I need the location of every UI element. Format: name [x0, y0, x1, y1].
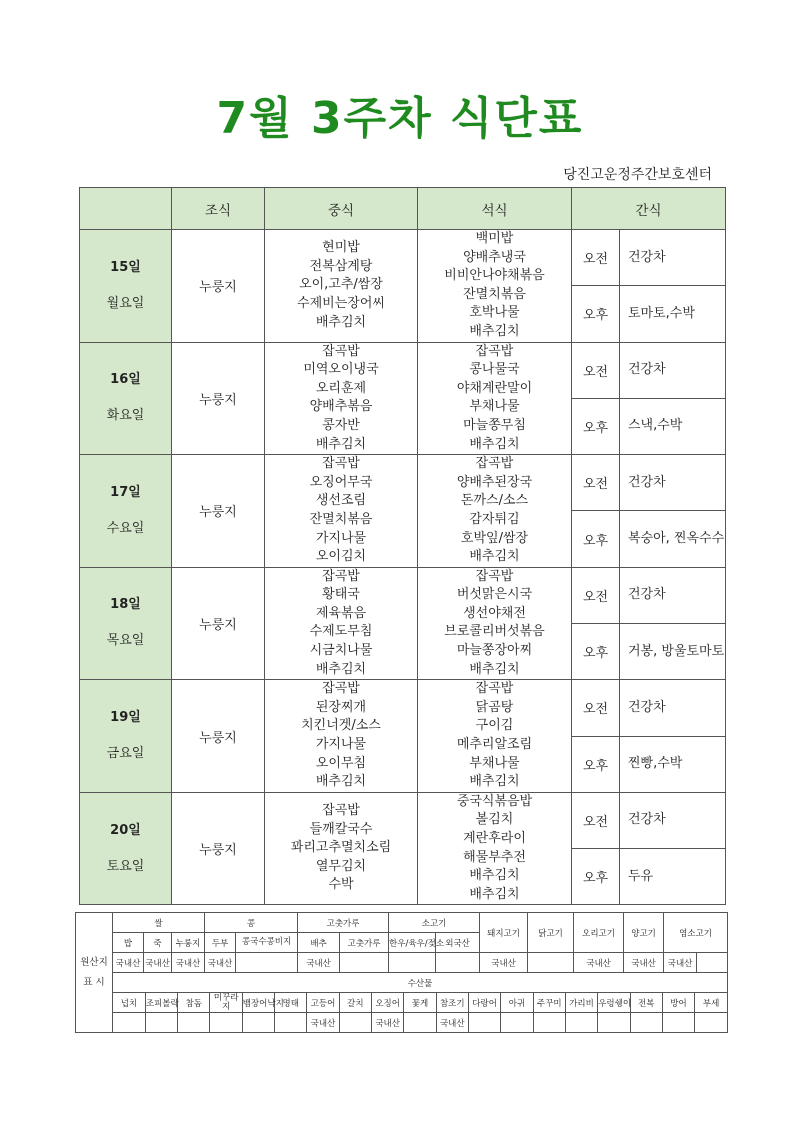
dinner-item: 중국식볶음밥 [456, 793, 533, 809]
snack-pm-label: 오후 [572, 623, 620, 679]
snack-pm-label: 오후 [572, 398, 620, 454]
snack-am-item: 건강차 [620, 230, 726, 286]
day-weekday: 목요일 [106, 633, 145, 649]
lunch-item: 잡곡밥 [322, 343, 360, 359]
snack-am-label: 오전 [572, 230, 620, 286]
day-row [80, 792, 726, 848]
seafood-value [178, 1013, 210, 1032]
day-weekday: 토요일 [106, 858, 145, 874]
lunch-item: 배추김치 [315, 314, 367, 330]
snack-pm-item: 복숭아, 찐옥수수 [620, 511, 726, 567]
origin-value: 국내산 [624, 953, 664, 973]
origin-value: 국내산 [205, 953, 236, 973]
dinner-item: 비비안나야채볶음 [444, 268, 545, 284]
snack-pm-label: 오후 [572, 736, 620, 792]
dinner-item: 생선야채전 [463, 605, 526, 621]
lunch-cell [265, 342, 418, 455]
dinner-item: 잡곡밥 [475, 456, 514, 472]
dinner-cell [418, 792, 572, 905]
header-row [80, 188, 726, 230]
origin-group-beef: 소고기 [389, 913, 480, 933]
seafood-item: 주꾸미 [533, 993, 565, 1012]
day-cell [80, 792, 172, 905]
lunch-item: 잡곡밥 [322, 568, 360, 584]
origin-table [75, 912, 728, 1033]
lunch-item: 미역오이냉국 [303, 362, 379, 378]
seafood-value [275, 1013, 307, 1032]
seafood-value-container [113, 1013, 728, 1033]
origin-group-seafood: 수산물 [113, 973, 728, 993]
lunch-item: 생선조림 [315, 493, 367, 509]
dinner-item: 잡곡밥 [475, 343, 514, 359]
day-date: 15일 [110, 259, 141, 275]
meal-table [79, 187, 726, 905]
origin-value: 국내산 [574, 953, 624, 973]
seafood-item: 명태 [275, 993, 307, 1012]
dinner-item: 잡곡밥 [475, 568, 514, 584]
corner-cell [80, 188, 172, 230]
lunch-item: 제육볶음 [315, 605, 367, 621]
origin-value [340, 953, 389, 973]
dinner-item: 돈까스/소스 [460, 493, 529, 509]
origin-subheader: 한우/육우/젖소 [389, 933, 436, 953]
lunch-item: 오이,고추/쌈장 [299, 277, 383, 293]
seafood-value [404, 1013, 436, 1032]
dinner-item: 호박잎/쌈장 [460, 530, 529, 546]
day-row [80, 567, 726, 623]
dinner-item: 마늘쫑무침 [463, 417, 526, 433]
origin-subheader: 고춧가루 [340, 933, 389, 953]
dinner-cell [418, 342, 572, 455]
center-name: 당진고운정주간보호센터 [563, 167, 712, 183]
origin-subheader: 두부 [205, 933, 236, 953]
header-breakfast: 조식 [172, 188, 265, 230]
origin-group-duck: 오리고기 [574, 913, 624, 953]
seafood-item: 넙치 [113, 993, 145, 1012]
lunch-item: 배추김치 [315, 774, 367, 790]
dinner-item: 배추김치 [469, 886, 520, 902]
day-cell [80, 680, 172, 793]
dinner-item: 배추김치 [469, 774, 520, 790]
seafood-item: 조피볼락 [145, 993, 177, 1012]
day-date: 18일 [110, 597, 141, 613]
dinner-item: 잡곡밥 [475, 681, 514, 697]
lunch-cell [265, 792, 418, 905]
seafood-item: 부세 [702, 998, 720, 1009]
origin-group-pork: 돼지고기 [480, 913, 528, 953]
snack-pm-item: 거봉, 방울토마토 [620, 623, 726, 679]
seafood-item: 참조기 [436, 993, 468, 1012]
lunch-item: 치킨너겟/소스 [301, 718, 381, 734]
seafood-value [242, 1013, 274, 1032]
seafood-value [113, 1013, 145, 1032]
seafood-item: 오징어 [372, 993, 404, 1012]
origin-subheader: 밥 [113, 933, 144, 953]
lunch-item: 수제비는장어씨 [297, 296, 385, 312]
dinner-cell [418, 680, 572, 793]
day-cell [80, 230, 172, 343]
lunch-item: 들깨칼국수 [309, 821, 373, 837]
day-date: 19일 [110, 710, 141, 726]
lunch-item: 배추김치 [315, 436, 367, 452]
seafood-item: 아귀 [501, 993, 533, 1012]
dinner-item: 브로콜리버섯볶음 [444, 624, 545, 640]
day-weekday: 월요일 [106, 295, 145, 311]
day-cell [80, 567, 172, 680]
snack-am-item: 건강차 [620, 455, 726, 511]
seafood-value: 국내산 [307, 1013, 339, 1032]
origin-side-label: 원산지 표 시 [76, 913, 113, 1033]
snack-am-label: 오전 [572, 567, 620, 623]
origin-group-lamb: 양고기 [624, 913, 664, 953]
breakfast-cell: 누룽지 [172, 567, 265, 680]
origin-subheader: 누룽지 [172, 933, 205, 953]
lunch-item: 잡곡밥 [322, 681, 360, 697]
lunch-cell [265, 680, 418, 793]
breakfast-cell: 누룽지 [172, 792, 265, 905]
day-date: 17일 [110, 484, 141, 500]
lunch-item: 잡곡밥 [322, 803, 360, 819]
seafood-item: 고등어 [307, 993, 339, 1012]
origin-value [697, 953, 728, 973]
dinner-cell [418, 567, 572, 680]
origin-group-chicken: 닭고기 [528, 913, 574, 953]
lunch-item: 배추김치 [315, 661, 367, 677]
dinner-item: 구이김 [475, 718, 514, 734]
origin-value [436, 953, 480, 973]
snack-am-label: 오전 [572, 680, 620, 736]
day-row [80, 680, 726, 736]
origin-subheader: 콩국수콩비지 [236, 933, 298, 953]
dinner-item: 계란후라이 [463, 831, 526, 846]
snack-am-item: 건강차 [620, 567, 726, 623]
origin-group-chili: 고춧가루 [298, 913, 389, 933]
dinner-item: 백미밥 [475, 231, 514, 246]
breakfast-cell: 누룽지 [172, 230, 265, 343]
origin-value: 국내산 [664, 953, 697, 973]
lunch-cell [265, 230, 418, 343]
page-title: 7월 3주차 식단표 [216, 93, 584, 144]
lunch-item: 가지나물 [315, 530, 367, 546]
lunch-item: 오징어무국 [309, 474, 373, 490]
seafood-item: 가리비 [565, 993, 597, 1012]
dinner-item: 마늘쫑장아찌 [456, 643, 533, 659]
seafood-value [339, 1013, 371, 1032]
lunch-item: 수박 [328, 877, 354, 893]
origin-subheader: 배추 [298, 933, 340, 953]
seafood-item: 꽃게 [404, 993, 436, 1012]
snack-am-label: 오전 [572, 792, 620, 848]
lunch-item: 황태국 [322, 587, 360, 603]
lunch-cell [265, 455, 418, 568]
day-weekday: 금요일 [106, 746, 145, 762]
header-lunch: 중식 [265, 188, 418, 230]
seafood-item: 뱀장어낙지 [242, 993, 274, 1012]
seafood-value [565, 1013, 597, 1032]
lunch-item: 된장찌개 [315, 699, 367, 715]
dinner-cell [418, 455, 572, 568]
day-date: 20일 [110, 822, 141, 838]
snack-pm-label: 오후 [572, 511, 620, 567]
lunch-item: 양배추볶음 [309, 399, 373, 415]
lunch-item: 꽈리고추멸치소림 [290, 840, 392, 856]
snack-pm-label: 오후 [572, 286, 620, 342]
origin-value: 국내산 [144, 953, 172, 973]
day-row [80, 230, 726, 286]
dinner-item: 야채계란말이 [456, 380, 533, 396]
breakfast-cell: 누룽지 [172, 342, 265, 455]
origin-value: 국내산 [172, 953, 205, 973]
seafood-value [501, 1013, 533, 1032]
dinner-item: 부채나물 [469, 399, 520, 415]
day-row [80, 342, 726, 398]
lunch-item: 오리훈제 [315, 380, 367, 396]
dinner-item: 해물부추전 [463, 849, 526, 865]
seafood-value [598, 1013, 630, 1032]
seafood-value [145, 1013, 177, 1032]
breakfast-cell: 누룽지 [172, 455, 265, 568]
dinner-item: 배추김치 [469, 661, 520, 677]
origin-group-rice: 쌀 [113, 913, 205, 933]
snack-am-label: 오전 [572, 342, 620, 398]
seafood-value: 국내산 [436, 1013, 468, 1032]
seafood-item: 참돔 [178, 993, 210, 1012]
seafood-value [695, 1013, 727, 1032]
dinner-item: 잔멸치볶음 [463, 286, 526, 302]
snack-am-item: 건강차 [620, 342, 726, 398]
dinner-item: 양배추냉국 [463, 249, 526, 265]
dinner-item: 부채나물 [469, 755, 520, 771]
snack-am-item: 건강차 [620, 680, 726, 736]
lunch-item: 시금치나물 [309, 643, 373, 659]
dinner-item: 호박나물 [469, 305, 520, 321]
dinner-item: 볼김치 [475, 812, 514, 828]
lunch-item: 현미밥 [322, 240, 360, 256]
seafood-value [630, 1013, 662, 1032]
seafood-item: 전복 [630, 993, 662, 1012]
origin-subheader: 외국산 [436, 933, 480, 953]
seafood-item: 미꾸라지 [210, 993, 242, 1012]
lunch-item: 잔멸치볶음 [309, 511, 373, 527]
origin-value [528, 953, 574, 973]
snack-pm-label: 오후 [572, 849, 620, 905]
snack-pm-item: 두유 [620, 849, 726, 905]
lunch-item: 잡곡밥 [322, 456, 360, 472]
dinner-item: 닭곰탕 [475, 699, 514, 715]
origin-subheader: 죽 [144, 933, 172, 953]
dinner-item: 메추리알조림 [456, 737, 533, 753]
snack-am-item: 건강차 [620, 792, 726, 848]
dinner-item: 배추김치 [469, 436, 520, 452]
dinner-item: 배추김치 [469, 868, 520, 884]
day-date: 16일 [110, 372, 141, 388]
day-cell [80, 342, 172, 455]
lunch-cell [265, 567, 418, 680]
seafood-value: 국내산 [372, 1013, 404, 1032]
snack-pm-item: 찐빵,수박 [620, 736, 726, 792]
dinner-cell [418, 230, 572, 343]
origin-value: 국내산 [113, 953, 144, 973]
lunch-item: 오이김치 [315, 549, 367, 565]
origin-value [389, 953, 436, 973]
seafood-item-container [113, 993, 728, 1013]
dinner-item: 감자튀김 [469, 511, 520, 527]
seafood-value [210, 1013, 242, 1032]
lunch-item: 가지나물 [315, 737, 367, 753]
day-cell [80, 455, 172, 568]
origin-value: 국내산 [298, 953, 340, 973]
origin-value [236, 953, 298, 973]
seafood-value [533, 1013, 565, 1032]
seafood-value [468, 1013, 500, 1032]
seafood-item: 우렁쉥이 [598, 993, 630, 1012]
dinner-item: 양배추된장국 [456, 474, 533, 490]
lunch-item: 열무김치 [315, 858, 367, 874]
lunch-item: 수제도무침 [309, 624, 373, 640]
day-row [80, 455, 726, 511]
dinner-item: 배추김치 [469, 549, 520, 565]
dinner-item: 버섯맑은시국 [456, 587, 533, 603]
breakfast-cell: 누룽지 [172, 680, 265, 793]
seafood-item: 다랑어 [468, 993, 500, 1012]
seafood-item: 갈치 [339, 993, 371, 1012]
seafood-item: 방어 [662, 993, 694, 1012]
header-dinner: 석식 [418, 188, 572, 230]
snack-am-label: 오전 [572, 455, 620, 511]
origin-group-bean: 콩 [205, 913, 298, 933]
day-weekday: 화요일 [106, 408, 145, 424]
header-snack: 간식 [572, 188, 726, 230]
origin-group-goat: 염소고기 [664, 913, 728, 953]
snack-pm-item: 토마토,수박 [620, 286, 726, 342]
dinner-item: 배추김치 [469, 323, 520, 339]
lunch-item: 오이무침 [315, 755, 367, 771]
lunch-item: 전복삼계탕 [309, 258, 373, 274]
day-weekday: 수요일 [106, 520, 145, 536]
dinner-item: 콩나물국 [469, 362, 520, 378]
lunch-item: 콩자반 [322, 417, 360, 433]
origin-value: 국내산 [480, 953, 528, 973]
snack-pm-item: 스낵,수박 [620, 398, 726, 454]
seafood-value [662, 1013, 694, 1032]
